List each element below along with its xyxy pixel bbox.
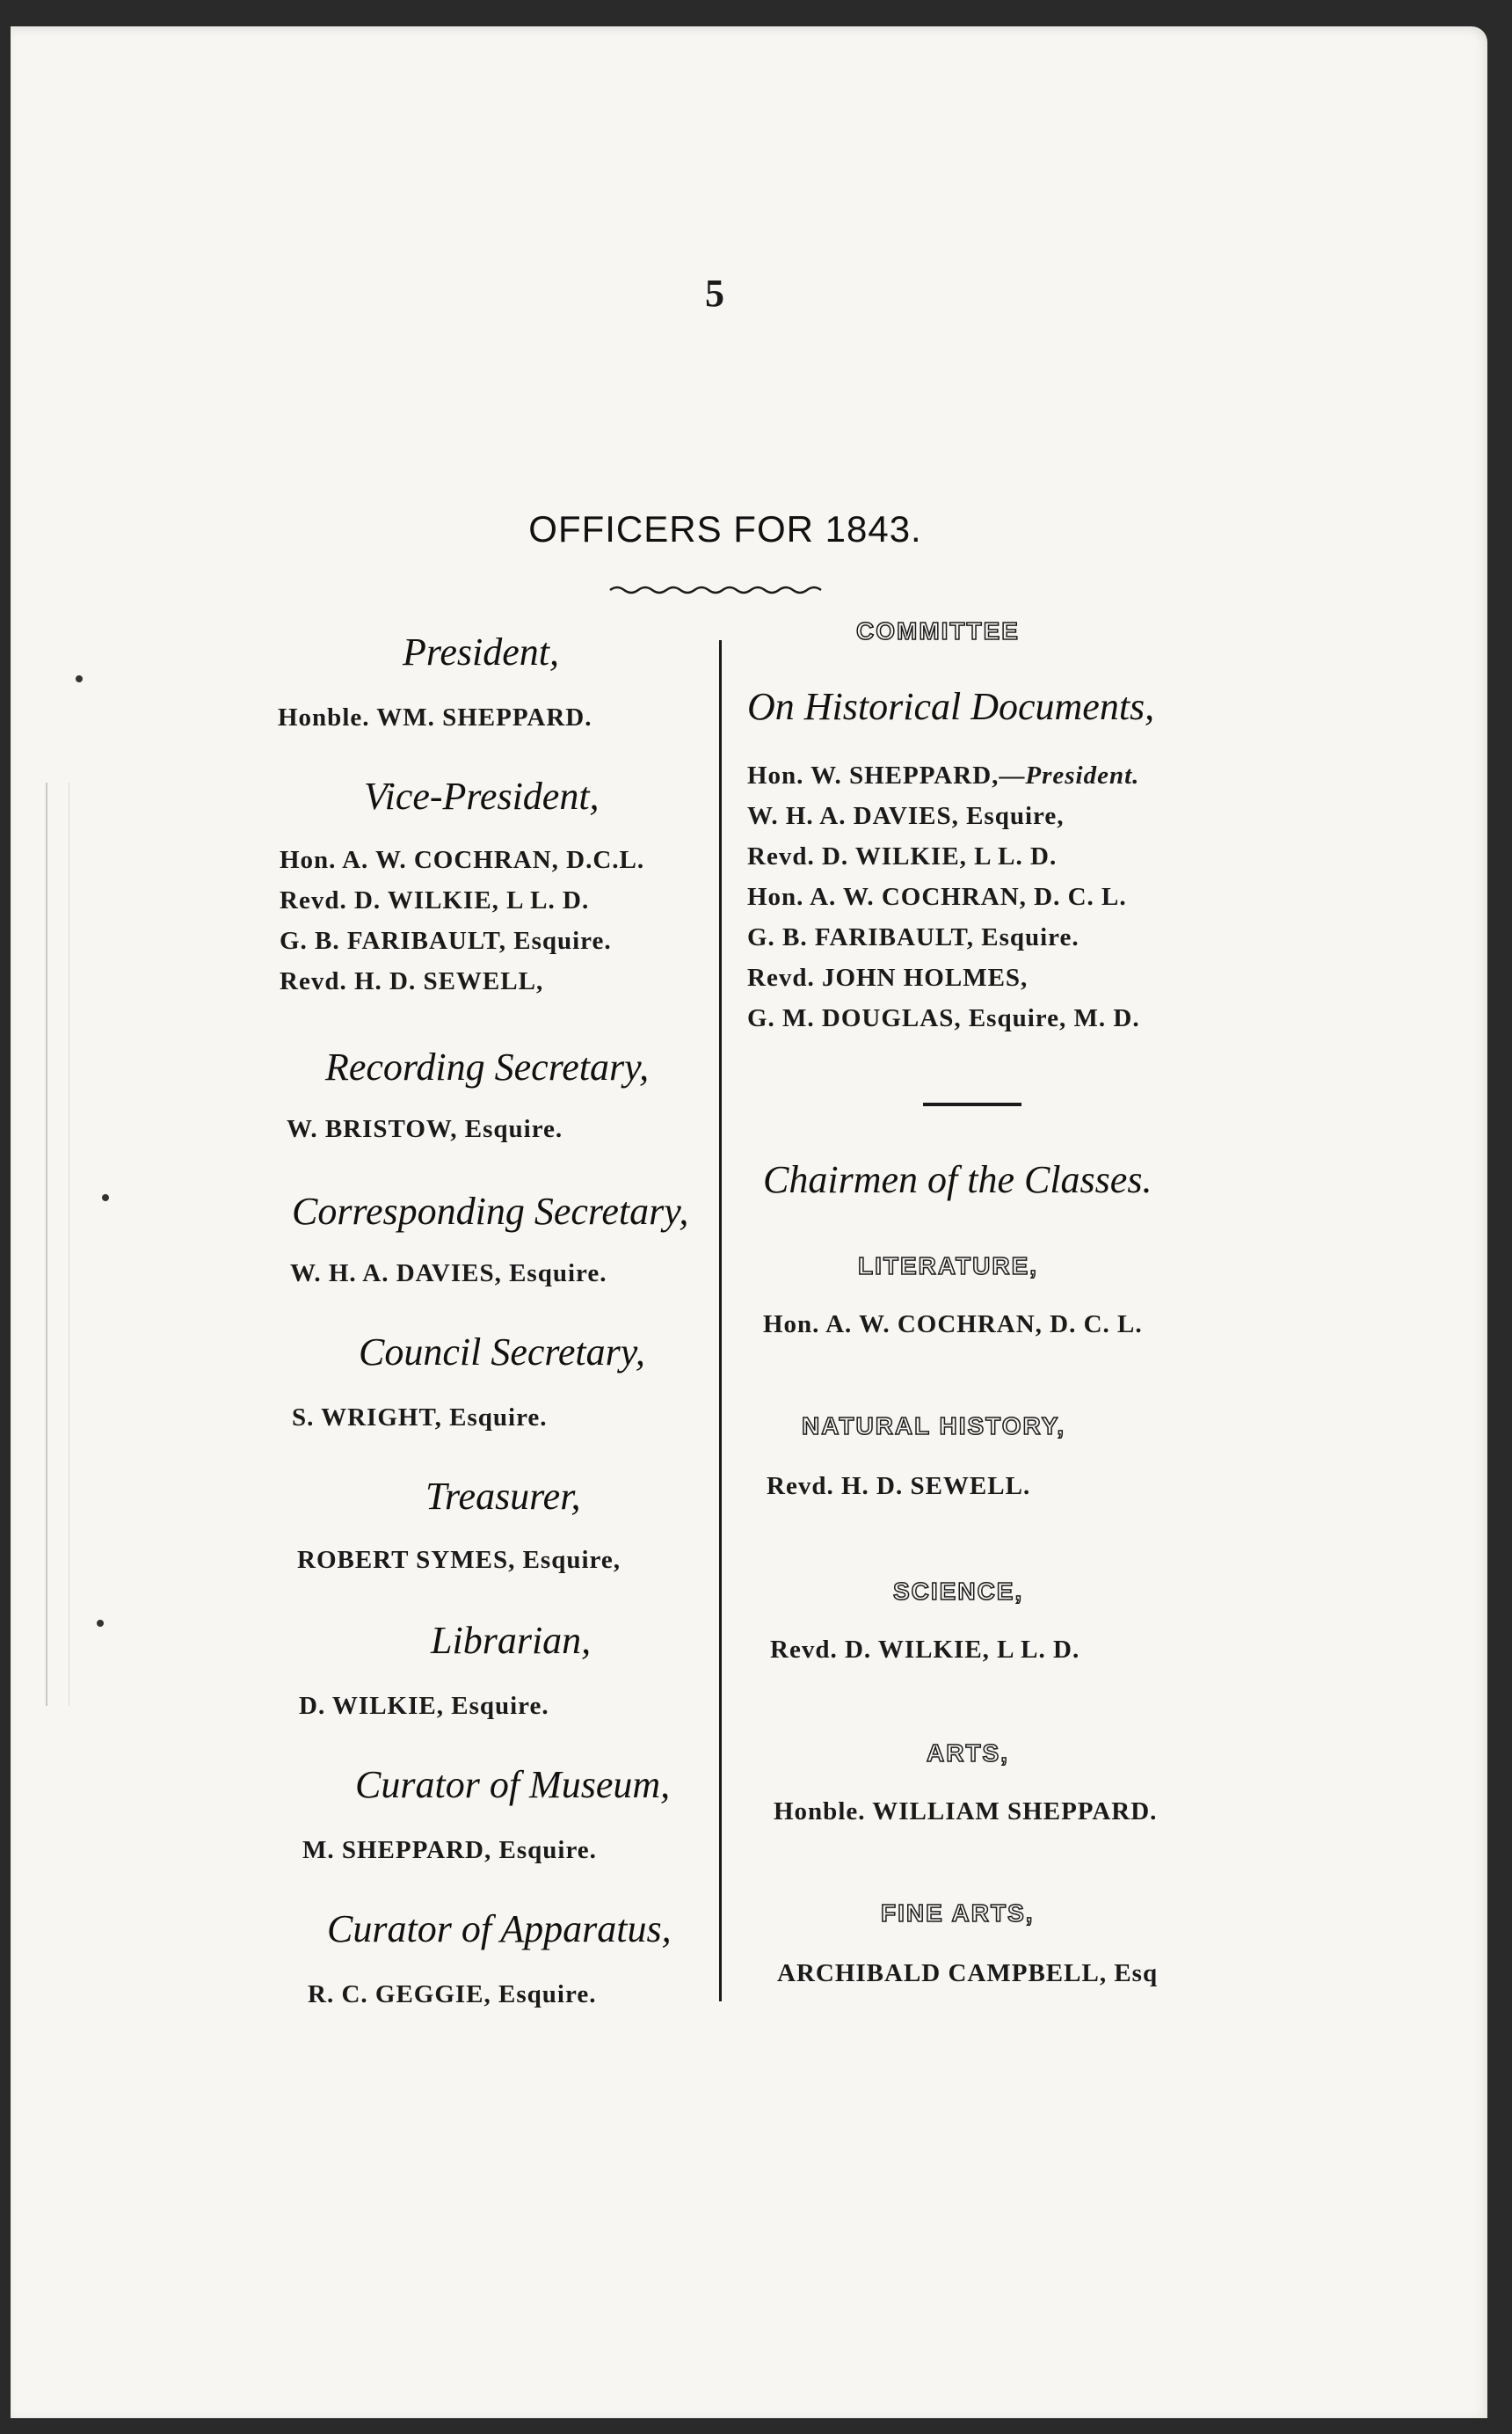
page-number: 5: [705, 272, 724, 315]
class-label-literature: LITERATURE,: [858, 1252, 1039, 1279]
officer-line: Revd. H. D. SEWELL,: [280, 967, 544, 995]
officer-line: Hon. A. W. COCHRAN, D.C.L.: [280, 846, 645, 874]
officer-line: G. B. FARIBAULT, Esquire.: [280, 927, 612, 955]
officer-line: W. BRISTOW, Esquire.: [287, 1115, 563, 1143]
committee-line-president: [747, 762, 1139, 791]
class-chairman: Revd. H. D. SEWELL.: [767, 1472, 1031, 1500]
section-rule: [923, 1103, 1021, 1106]
committee-line: Revd. D. WILKIE, L L. D.: [747, 842, 1058, 871]
heading-flourish-ornament: [608, 582, 823, 596]
binding-mark-dot: [97, 1620, 104, 1627]
class-chairman: Revd. D. WILKIE, L L. D.: [770, 1636, 1080, 1664]
committee-label: COMMITTEE: [856, 617, 1020, 645]
class-label-arts: ARTS,: [927, 1739, 1009, 1767]
officer-line: ROBERT SYMES, Esquire,: [297, 1546, 622, 1574]
column-divider: [719, 640, 722, 2001]
officer-line: R. C. GEGGIE, Esquire.: [308, 1980, 597, 2008]
committee-line: Revd. JOHN HOLMES,: [747, 964, 1029, 992]
category-president: President,: [403, 630, 559, 674]
document-page: [11, 26, 1487, 2418]
committee-line: Hon. A. W. COCHRAN, D. C. L.: [747, 883, 1127, 911]
category-vice-president: Vice-President,: [364, 775, 600, 818]
class-chairman: ARCHIBALD CAMPBELL, Esq: [777, 1959, 1159, 1987]
committee-title: On Historical Documents,: [747, 685, 1155, 728]
class-label-science: SCIENCE,: [893, 1578, 1024, 1605]
committee-line: G. B. FARIBAULT, Esquire.: [747, 923, 1079, 951]
committee-first-role: President.: [1025, 762, 1140, 790]
binding-mark-dot: [76, 675, 83, 682]
officer-line: D. WILKIE, Esquire.: [299, 1692, 549, 1720]
officer-line: S. WRIGHT, Esquire.: [292, 1403, 548, 1432]
category-librarian: Librarian,: [431, 1619, 592, 1662]
committee-line: W. H. A. DAVIES, Esquire,: [747, 802, 1065, 830]
binding-gutter: [46, 783, 69, 1706]
class-label-fine-arts: FINE ARTS,: [881, 1899, 1035, 1927]
class-chairman: Hon. A. W. COCHRAN, D. C. L.: [763, 1310, 1143, 1338]
officer-line: Honble. WM. SHEPPARD.: [278, 703, 592, 732]
officer-line: M. SHEPPARD, Esquire.: [302, 1836, 597, 1864]
category-recording-secretary: Recording Secretary,: [325, 1046, 650, 1089]
category-corresponding-secretary: Corresponding Secretary,: [292, 1190, 689, 1233]
committee-line: G. M. DOUGLAS, Esquire, M. D.: [747, 1004, 1140, 1032]
category-council-secretary: Council Secretary,: [359, 1330, 645, 1374]
page-heading: OFFICERS FOR 1843.: [528, 508, 922, 550]
officer-line: W. H. A. DAVIES, Esquire.: [290, 1259, 607, 1287]
binding-mark-dot: [102, 1194, 109, 1201]
category-curator-apparatus: Curator of Apparatus,: [327, 1907, 672, 1950]
class-label-natural-history: NATURAL HISTORY,: [802, 1412, 1066, 1439]
committee-first-name: Hon. W. SHEPPARD,—: [747, 762, 1026, 790]
category-curator-museum: Curator of Museum,: [355, 1763, 671, 1806]
chairmen-title: Chairmen of the Classes.: [763, 1158, 1152, 1201]
officer-line: Revd. D. WILKIE, L L. D.: [280, 886, 590, 915]
category-treasurer: Treasurer,: [425, 1475, 581, 1518]
class-chairman: Honble. WILLIAM SHEPPARD.: [774, 1797, 1158, 1826]
